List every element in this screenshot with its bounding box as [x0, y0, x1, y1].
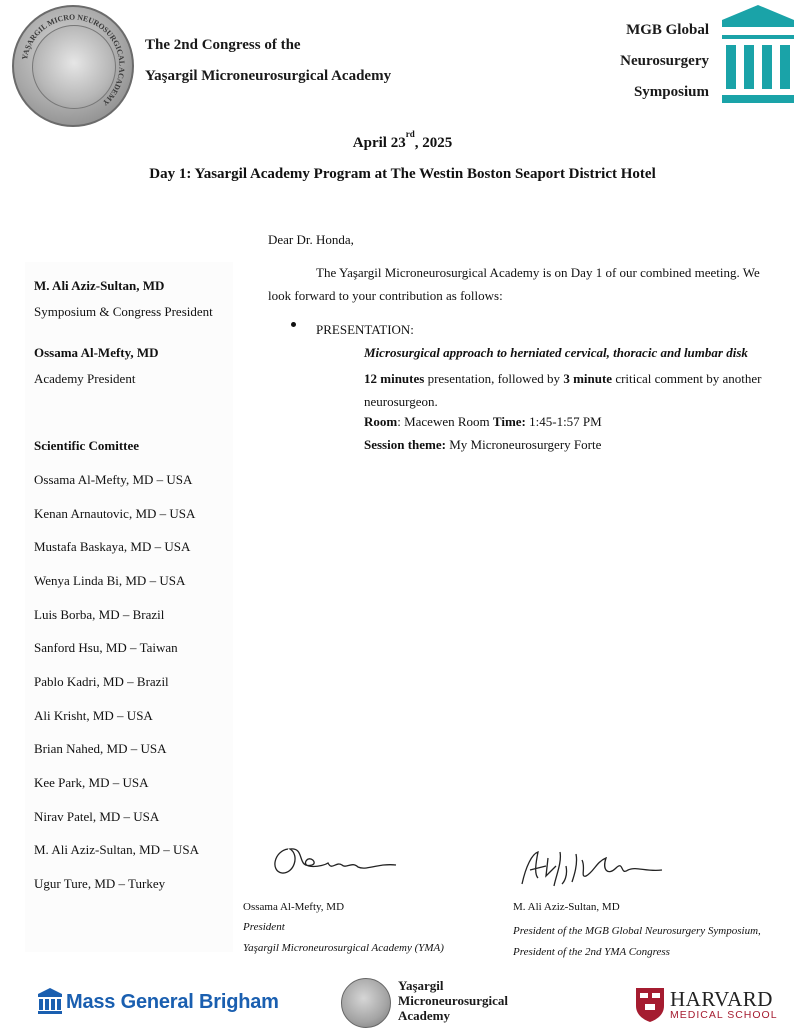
- svg-text:YAŞARGIL MICRO NEUROSURGICAL A: YAŞARGIL MICRO NEUROSURGICAL ACADEMY: [19, 12, 127, 108]
- signatory-left-role: President: [243, 921, 285, 934]
- committee-member: M. Ali Aziz-Sultan, MD – USA: [34, 842, 200, 857]
- yma-footer-seal: [341, 978, 391, 1028]
- bullet-icon: [291, 322, 296, 327]
- committee-member: Mustafa Baskaya, MD – USA: [34, 539, 191, 554]
- session-theme-line: Session theme: My Microneurosurgery Forte: [364, 437, 602, 452]
- committee-heading: Scientific Comittee: [34, 438, 140, 453]
- yma-footer-logo: Yaşargil Microneurosurgical Academy: [398, 978, 509, 1023]
- salutation: Dear Dr. Honda,: [268, 232, 354, 247]
- mass-general-brigham-logo: Mass General Brigham: [66, 991, 279, 1013]
- signature-aziz-sultan: [516, 846, 666, 888]
- sidebar-president-name: M. Ali Aziz-Sultan, MD: [34, 278, 165, 293]
- signature-al-mefty: [266, 843, 401, 881]
- committee-member: Sanford Hsu, MD – Taiwan: [34, 640, 178, 655]
- committee-member: Ugur Ture, MD – Turkey: [34, 876, 166, 891]
- signatory-right: [513, 897, 761, 962]
- committee-member: Wenya Linda Bi, MD – USA: [34, 573, 186, 588]
- room-time-line: Room: Macewen Room Time: 1:45-1:57 PM: [364, 414, 602, 429]
- intro-paragraph: The Yaşargil Microneurosurgical Academy is on Day 1 of our combined meeting. We look forward to your contribution as follows:: [268, 265, 760, 303]
- signatory-left-org: Yaşargil Microneurosurgical Academy (YMA): [243, 941, 444, 954]
- committee-member: Pablo Kadri, MD – Brazil: [34, 674, 169, 689]
- congress-title-line2: Yaşargil Microneurosurgical Academy: [145, 68, 392, 84]
- signatory-left-name: Ossama Al-Mefty, MD: [243, 901, 345, 913]
- talk-title: Microsurgical approach to herniated cervical, thoracic and lumbar disk: [364, 345, 748, 360]
- harvard-logo-subtitle: MEDICAL SCHOOL: [670, 1009, 778, 1021]
- academy-seal-logo: [12, 5, 134, 127]
- signatory-left: [243, 897, 444, 958]
- committee-member: Ali Krisht, MD – USA: [34, 708, 153, 723]
- talk-duration: 12 minutes presentation, followed by 3 minute critical comment by another neurosurgeon.: [364, 371, 762, 409]
- mgb-symposium-line1: MGB Global: [626, 22, 709, 38]
- congress-title-line1: The 2nd Congress of the: [145, 37, 301, 53]
- mgb-symposium-line2: Neurosurgery: [620, 53, 709, 69]
- committee-member: Kenan Arnautovic, MD – USA: [34, 506, 196, 521]
- committee-member: Luis Borba, MD – Brazil: [34, 607, 165, 622]
- committee-member: Ossama Al-Mefty, MD – USA: [34, 472, 193, 487]
- harvard-logo-title: HARVARD: [670, 987, 773, 1011]
- sidebar-academy-name: Ossama Al-Mefty, MD: [34, 345, 159, 360]
- committee-member: Brian Nahed, MD – USA: [34, 741, 167, 756]
- committee-member: Nirav Patel, MD – USA: [34, 809, 160, 824]
- presentation-label: PRESENTATION:: [316, 322, 414, 337]
- sidebar-president-role: Symposium & Congress President: [34, 304, 213, 319]
- seal-ring-text: [14, 7, 132, 125]
- mass-general-brigham-icon: [38, 988, 62, 1014]
- day-program-heading: Day 1: Yasargil Academy Program at The Westin Boston Seaport District Hotel: [149, 166, 656, 182]
- mgb-symposium-line3: Symposium: [633, 84, 709, 100]
- columns-building-icon: [722, 5, 794, 105]
- harvard-shield-icon: [636, 988, 664, 1022]
- signatory-right-role2: President of the 2nd YMA Congress: [513, 945, 670, 958]
- event-date: April 23rd, 2025: [352, 129, 453, 151]
- sidebar-academy-role: Academy President: [34, 371, 136, 386]
- committee-member: Kee Park, MD – USA: [34, 775, 149, 790]
- signatory-right-role1: President of the MGB Global Neurosurgery Symposium,: [513, 925, 761, 938]
- signatory-right-name: M. Ali Aziz-Sultan, MD: [513, 901, 620, 913]
